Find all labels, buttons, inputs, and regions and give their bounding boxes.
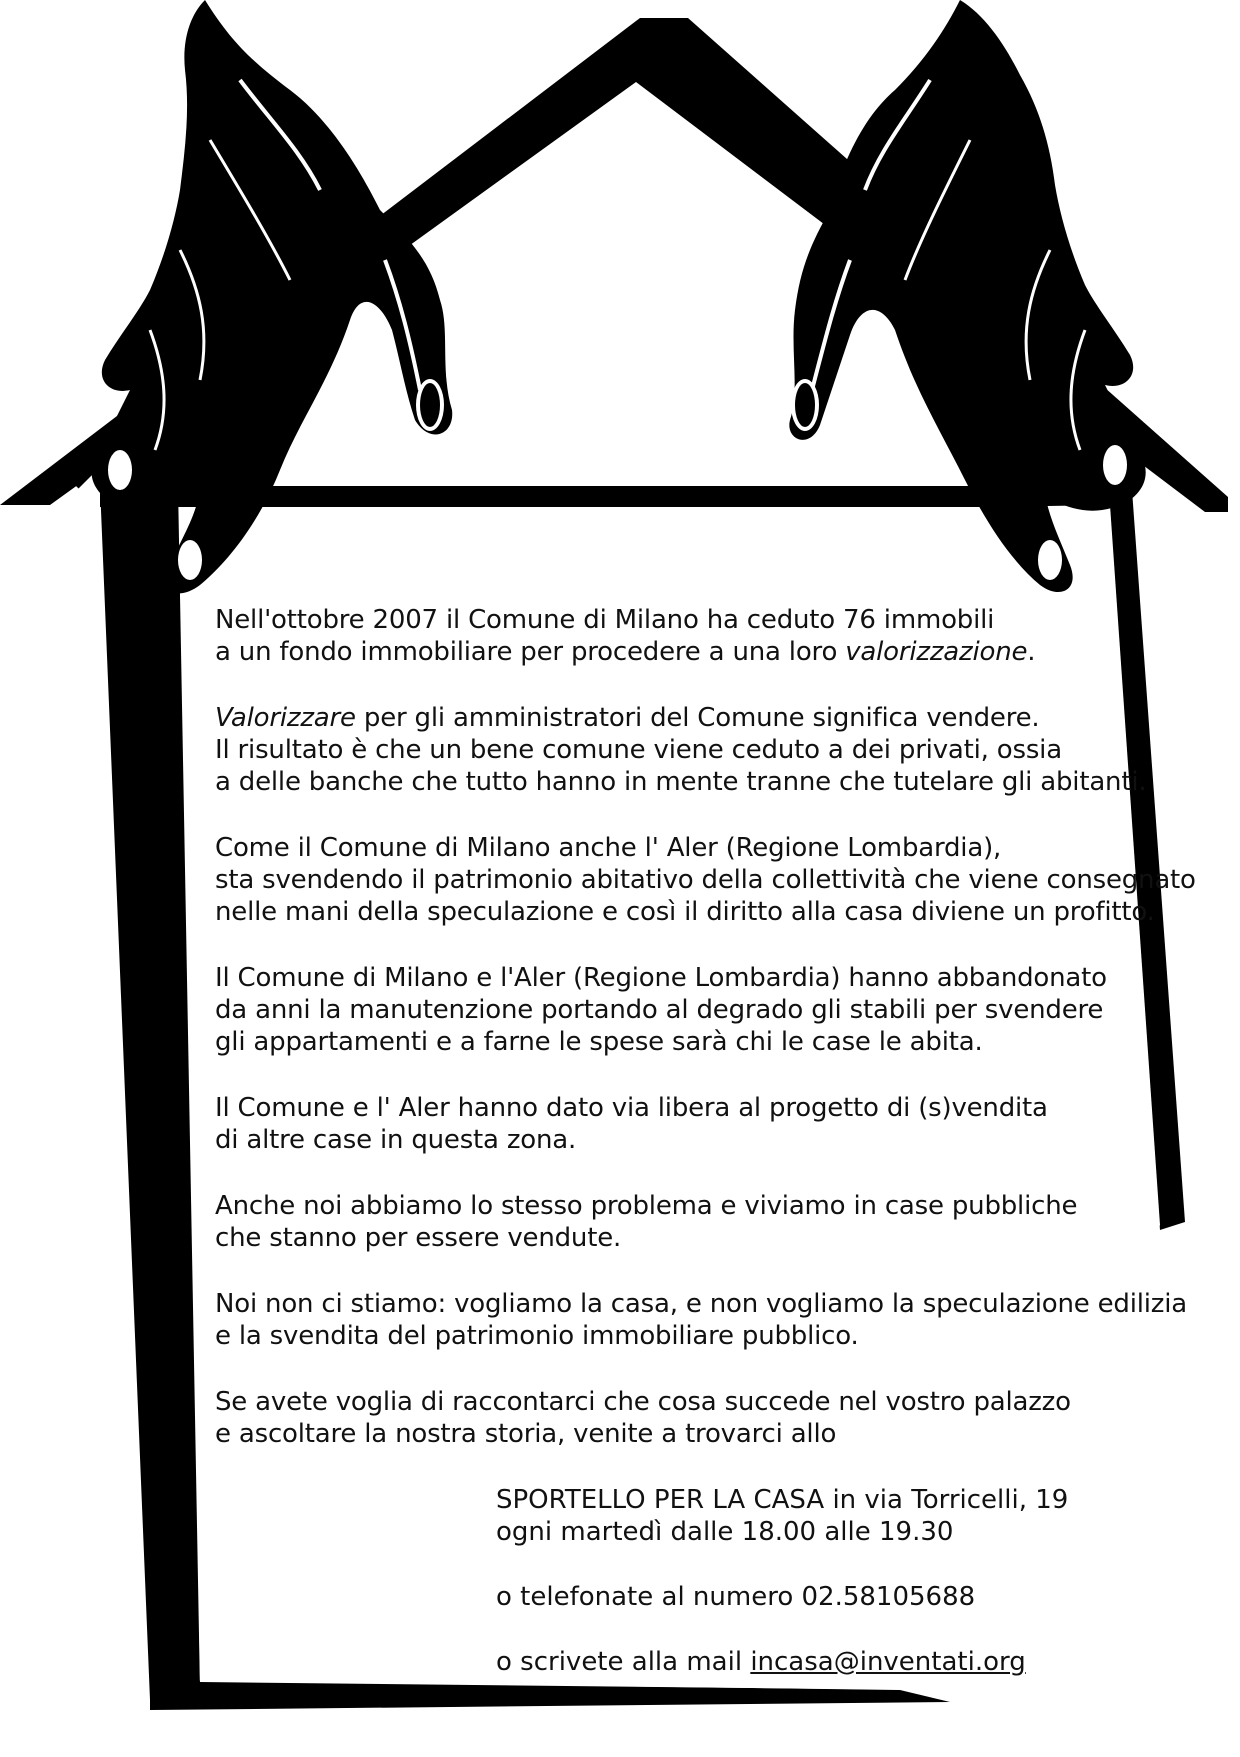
text-line [215, 734, 1145, 766]
text-line [215, 702, 1145, 734]
text-line [215, 864, 1196, 896]
text-run: nelle mani della speculazione e così il diritto alla casa diviene un profitto. [215, 897, 1155, 927]
text-run: di altre case in questa zona. [215, 1125, 577, 1155]
text-run: gli appartamenti e a farne le spese sarà chi le case le abita. [215, 1027, 983, 1057]
text-line [215, 1320, 1145, 1352]
text-run: Se avete voglia di raccontarci che cosa succede nel vostro palazzo [215, 1387, 1071, 1417]
text-run: Noi non ci stiamo: vogliamo la casa, e non vogliamo la speculazione edilizia [215, 1289, 1188, 1319]
text-run: e la svendita del patrimonio immobiliare pubblico. [215, 1321, 859, 1351]
italic-word: Valorizzare [215, 703, 356, 733]
text-line [215, 832, 1145, 864]
text-line [215, 1222, 1145, 1254]
text-run: Nell'ottobre 2007 il Comune di Milano ha ceduto 76 immobili [215, 605, 995, 635]
contact-info [496, 1484, 1136, 1678]
text-run: Il Comune e l' Aler hanno dato via libera al progetto di (s)vendita [215, 1093, 1048, 1123]
text-run: a un fondo immobiliare per procedere a una loro [215, 637, 846, 667]
text-run: Il risultato è che un bene comune viene ceduto a dei privati, ossia [215, 735, 1062, 765]
text-line [215, 1092, 1145, 1124]
paragraph [215, 1386, 1145, 1450]
text-line [215, 1190, 1145, 1222]
paragraph [215, 702, 1145, 798]
text-line [215, 766, 1145, 798]
text-line [215, 1418, 1145, 1450]
email-link[interactable]: incasa@inventati.org [750, 1647, 1026, 1677]
email-prefix: o scrivete alla mail [496, 1647, 751, 1677]
text-line [215, 636, 1145, 668]
flyer-body-text [215, 604, 1196, 1484]
paragraph [215, 604, 1145, 668]
text-line [215, 1026, 1145, 1058]
paragraph [215, 1092, 1145, 1156]
sportello-address: SPORTELLO PER LA CASA in via Torricelli, 19 [496, 1485, 1069, 1515]
paragraph [215, 1190, 1145, 1254]
text-line [215, 604, 1145, 636]
opening-hours: ogni martedì dalle 18.00 alle 19.30 [496, 1517, 954, 1547]
text-run: Anche noi abbiamo lo stesso problema e viviamo in case pubbliche [215, 1191, 1078, 1221]
text-line [215, 962, 1145, 994]
text-run: sta svendendo il patrimonio abitativo della collettività che viene consegnato [215, 865, 1196, 895]
text-line [215, 896, 1155, 928]
text-run: per gli amministratori del Comune significa vendere. [355, 703, 1040, 733]
text-run: . [1027, 637, 1036, 667]
text-line [215, 994, 1145, 1026]
text-line [215, 1124, 1145, 1156]
text-run: a delle banche che tutto hanno in mente tranne che tutelare gli abitanti. [215, 767, 1147, 797]
text-line [215, 1386, 1145, 1418]
text-run: Come il Comune di Milano anche l' Aler (Regione Lombardia), [215, 833, 1002, 863]
italic-word: valorizzazione [845, 637, 1028, 667]
paragraph [215, 962, 1145, 1058]
paragraph [215, 1288, 1188, 1352]
text-run: Il Comune di Milano e l'Aler (Regione Lombardia) hanno abbandonato [215, 963, 1107, 993]
text-run: da anni la manutenzione portando al degrado gli stabili per svendere [215, 995, 1104, 1025]
phone-line: o telefonate al numero 02.58105688 [496, 1582, 976, 1612]
text-run: che stanno per essere vendute. [215, 1223, 622, 1253]
email-line [496, 1646, 1136, 1678]
text-run: e ascoltare la nostra storia, venite a trovarci allo [215, 1419, 837, 1449]
text-line [215, 1288, 1188, 1320]
paragraph [215, 832, 1196, 928]
